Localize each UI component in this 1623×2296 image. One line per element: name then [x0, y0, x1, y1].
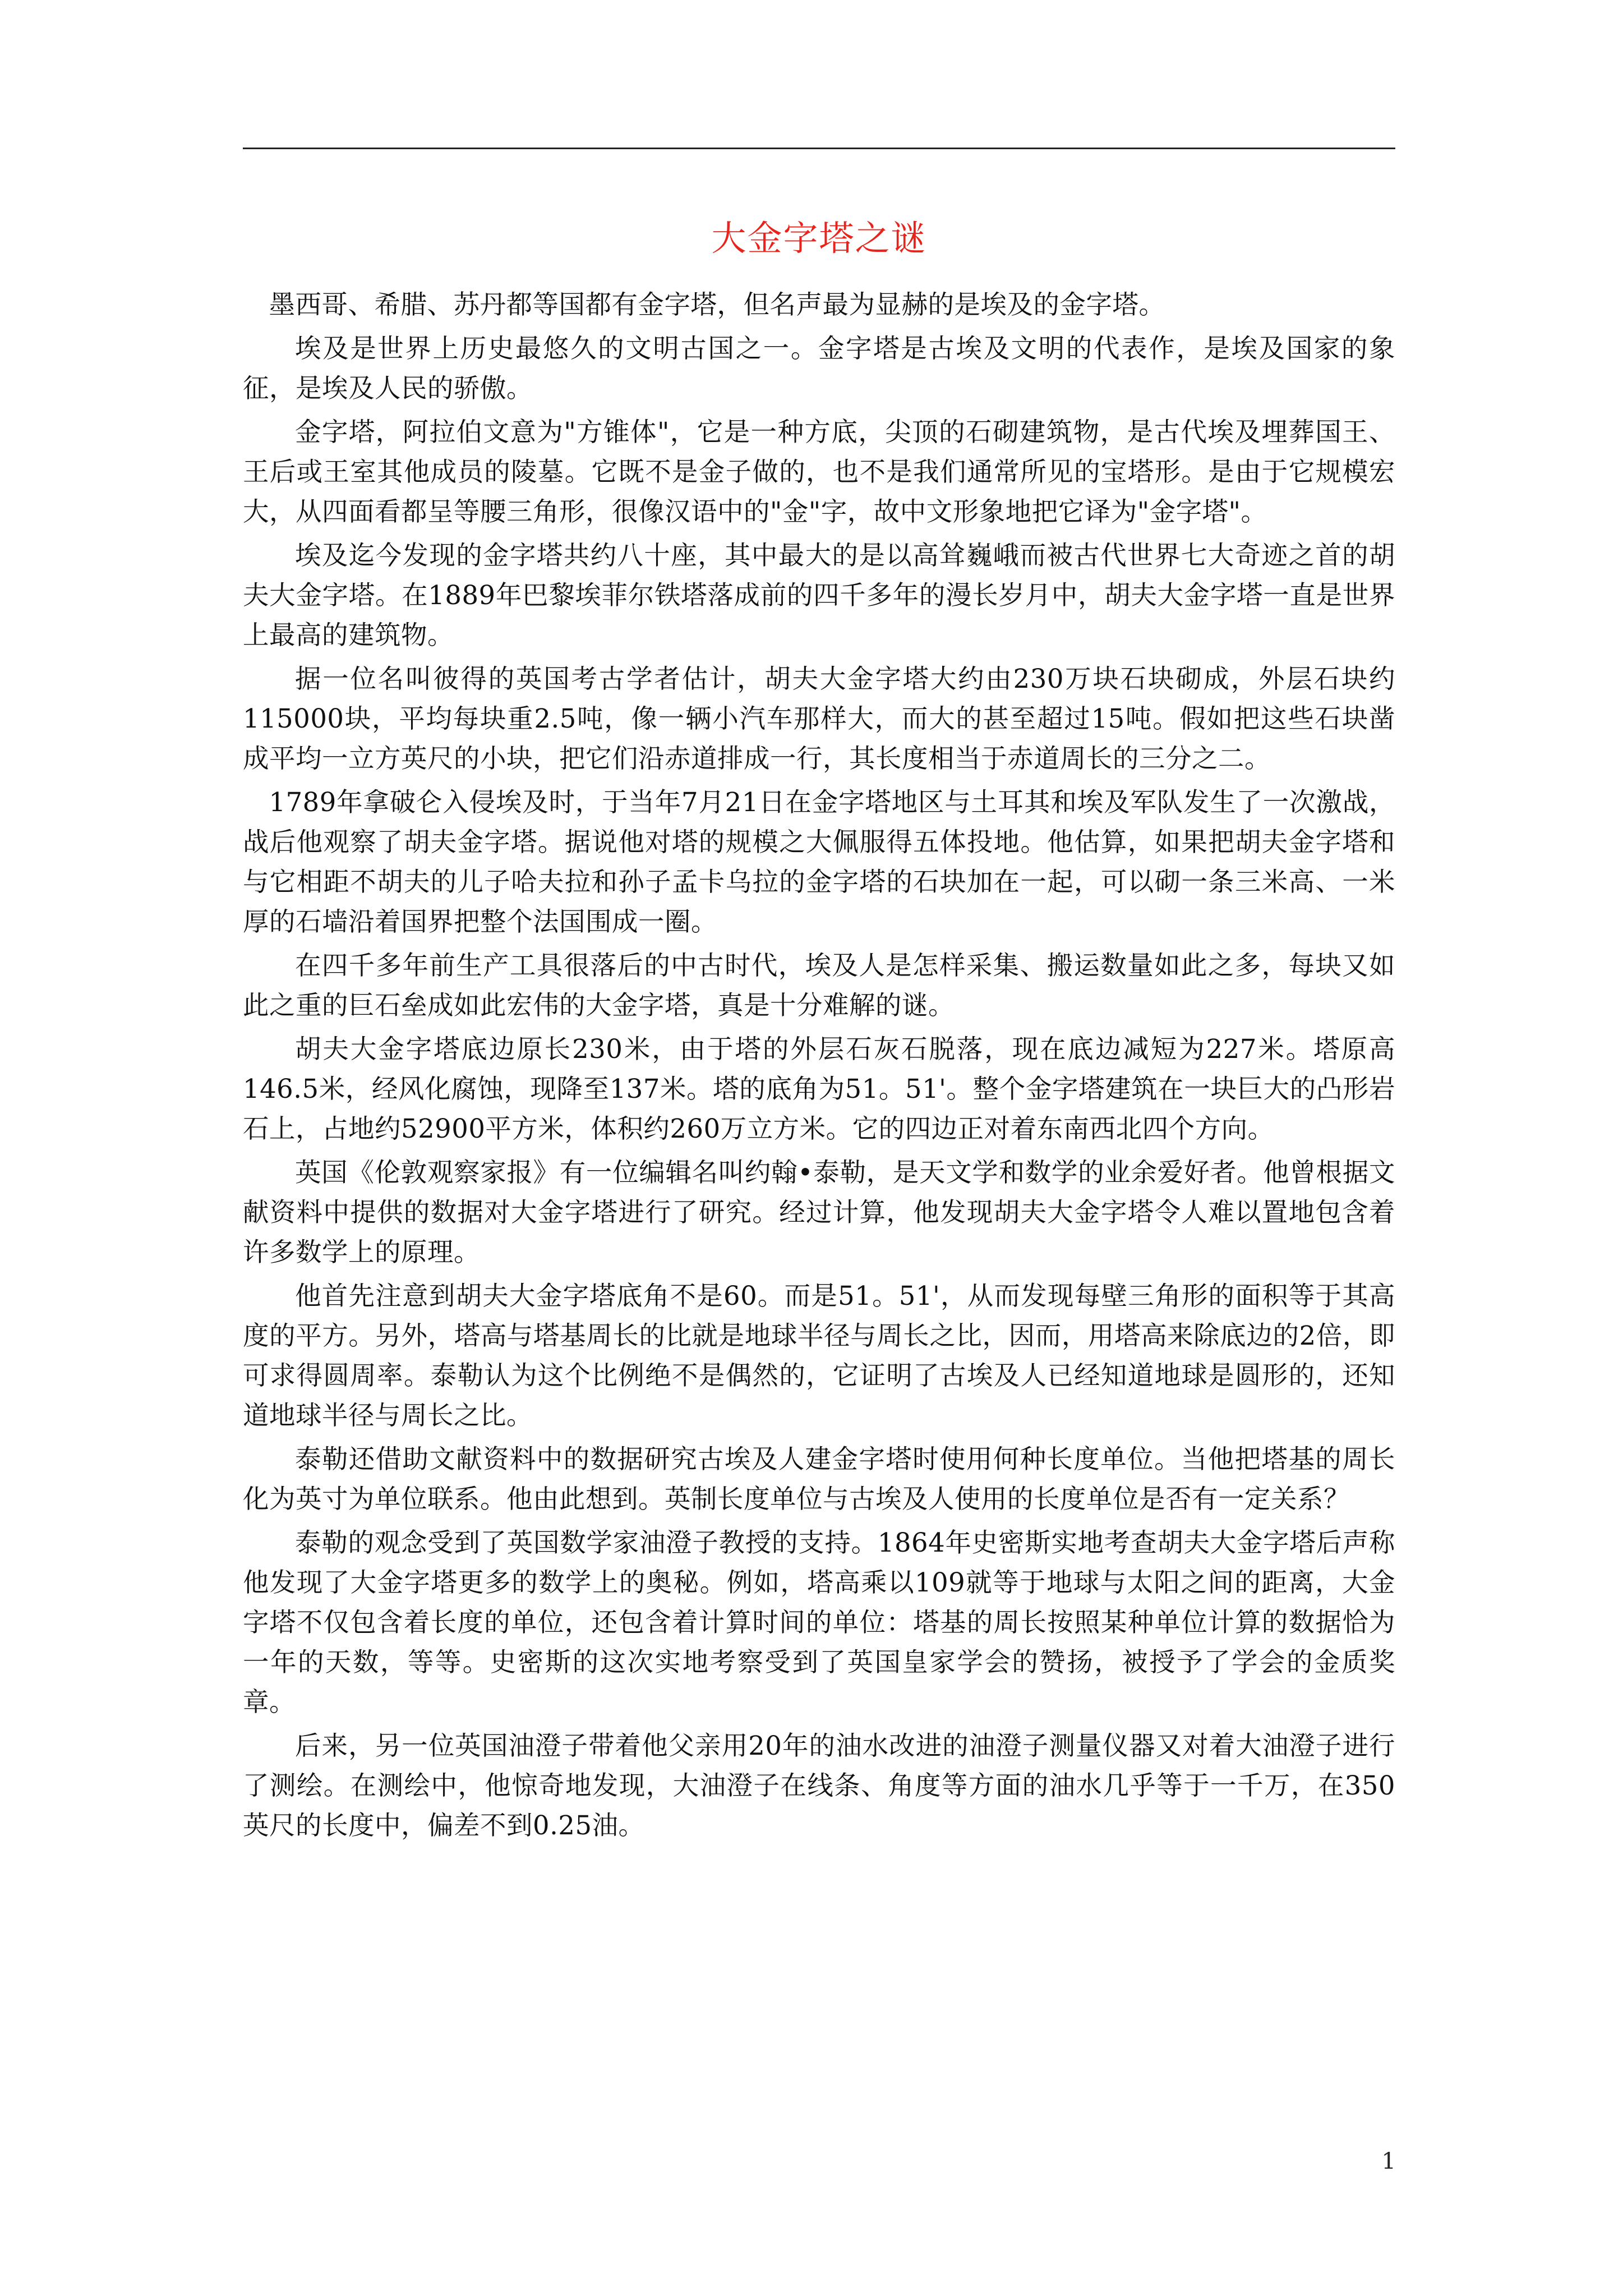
page-title: 大金字塔之谜 [711, 218, 927, 259]
header-divider [243, 148, 1395, 149]
article-body [243, 285, 1395, 1849]
paragraph: 1789年拿破仑入侵埃及时，于当年7月21日在金字塔地区与土耳其和埃及军队发生了一次激战，战后他观察了胡夫金字塔。据说他对塔的规模之大佩服得五体投地。他估算，如果把胡夫金字塔和与它相距不胡夫的儿子哈夫拉和孙子孟卡乌拉的金字塔的石块加在一起，可以砌一条三米高、一米厚的石墙沿着国界把整个法国围成一圈。 [243, 787, 1395, 937]
paragraph: 埃及是世界上历史最悠久的文明古国之一。金字塔是古埃及文明的代表作，是埃及国家的象征，是埃及人民的骄傲。 [243, 333, 1395, 403]
paragraph: 墨西哥、希腊、苏丹都等国都有金字塔，但名声最为显赫的是埃及的金字塔。 [269, 289, 1165, 320]
paragraph: 金字塔，阿拉伯文意为"方锥体"，它是一种方底，尖顶的石砌建筑物，是古代埃及埋葬国王、王后或王室其他成员的陵墓。它既不是金子做的，也不是我们通常所见的宝塔形。是由于它规模宏大，从四面看都呈等腰三角形，很像汉语中的"金"字，故中文形象地把它译为"金字塔"。 [243, 417, 1395, 527]
paragraph: 在四千多年前生产工具很落后的中古时代，埃及人是怎样采集、搬运数量如此之多，每块又如此之重的巨石垒成如此宏伟的大金字塔，真是十分难解的谜。 [243, 950, 1395, 1020]
paragraph: 英国《伦敦观察家报》有一位编辑名叫约翰•泰勒，是天文学和数学的业余爱好者。他曾根据文献资料中提供的数据对大金字塔进行了研究。经过计算，他发现胡夫大金字塔令人难以置地包含着许多数学上的原理。 [243, 1157, 1395, 1267]
paragraph: 他首先注意到胡夫大金字塔底角不是60。而是51。51'，从而发现每壁三角形的面积等于其高度的平方。另外，塔高与塔基周长的比就是地球半径与周长之比，因而，用塔高来除底边的2倍，即可求得圆周率。泰勒认为这个比例绝不是偶然的，它证明了古埃及人已经知道地球是圆形的，还知道地球半径与周长之比。 [243, 1281, 1395, 1430]
paragraph: 泰勒的观念受到了英国数学家油澄子教授的支持。1864年史密斯实地考查胡夫大金字塔后声称他发现了大金字塔更多的数学上的奥秘。例如，塔高乘以109就等于地球与太阳之间的距离，大金字塔不仅包含着长度的单位，还包含着计算时间的单位：塔基的周长按照某种单位计算的数据恰为一年的天数，等等。史密斯的这次实地考察受到了英国皇家学会的赞扬，被授予了学会的金质奖章。 [243, 1527, 1395, 1717]
paragraph: 泰勒还借助文献资料中的数据研究古埃及人建金字塔时使用何种长度单位。当他把塔基的周长化为英寸为单位联系。他由此想到。英制长度单位与古埃及人使用的长度单位是否有一定关系？ [243, 1444, 1395, 1514]
paragraph: 埃及迄今发现的金字塔共约八十座，其中最大的是以高耸巍峨而被古代世界七大奇迹之首的胡夫大金字塔。在1889年巴黎埃菲尔铁塔落成前的四千多年的漫长岁月中，胡夫大金字塔一直是世界上最高的建筑物。 [243, 540, 1395, 650]
page-number: 1 [1381, 2148, 1396, 2174]
paragraph: 据一位名叫彼得的英国考古学者估计，胡夫大金字塔大约由230万块石块砌成，外层石块约115000块，平均每块重2.5吨，像一辆小汽车那样大，而大的甚至超过15吨。假如把这些石块凿成平均一立方英尺的小块，把它们沿赤道排成一行，其长度相当于赤道周长的三分之二。 [243, 664, 1395, 774]
paragraph: 后来，另一位英国油澄子带着他父亲用20年的油水改进的油澄子测量仪器又对着大油澄子进行了测绘。在测绘中，他惊奇地发现，大油澄子在线条、角度等方面的油水几乎等于一千万，在350英尺的长度中，偏差不到0.25油。 [243, 1731, 1395, 1841]
paragraph: 胡夫大金字塔底边原长230米，由于塔的外层石灰石脱落，现在底边减短为227米。塔原高146.5米，经风化腐蚀，现降至137米。塔的底角为51。51'。整个金字塔建筑在一块巨大的凸形岩石上，占地约52900平方米，体积约260万立方米。它的四边正对着东南西北四个方向。 [243, 1034, 1395, 1144]
